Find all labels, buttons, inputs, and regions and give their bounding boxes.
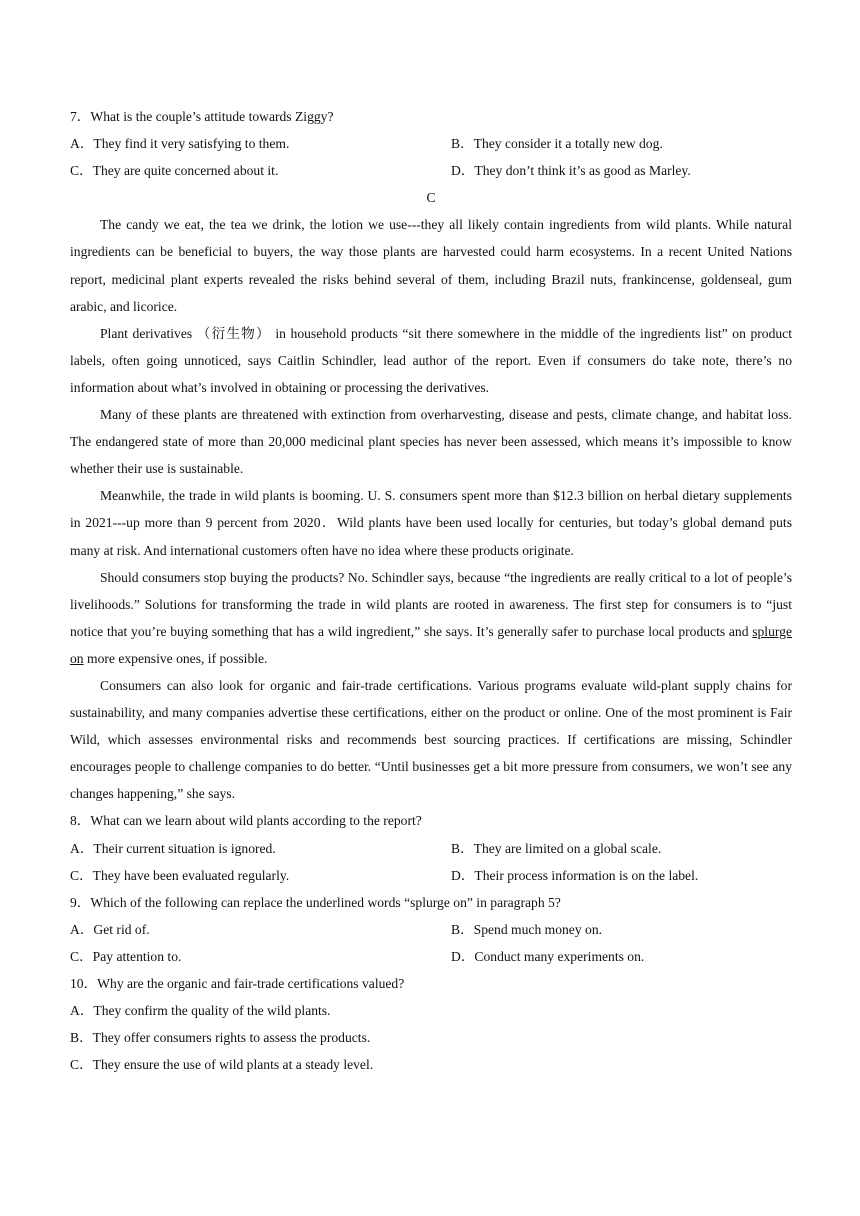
question-10-option-b: B．They offer consumers rights to assess the products. [70, 1030, 371, 1046]
question-7-option-a: A．They find it very satisfying to them. [70, 136, 290, 152]
question-7-option-d: D．They don’t think it’s as good as Marley. [451, 163, 691, 179]
question-9-stem: 9．Which of the following can replace the underlined words “splurge on” in paragraph 5? [70, 894, 561, 910]
question-7-option-c: C．They are quite concerned about it. [70, 163, 279, 179]
passage-paragraph-3: Many of these plants are threatened with extinction from overharvesting, disease and pests, climate change, and habitat loss. The endangered state of more than 20,000 medicinal plant species has never been assessed, which means it’s impossible to know whether their use is sustainable. [70, 407, 792, 477]
question-8-stem: 8．What can we learn about wild plants according to the report? [70, 813, 422, 829]
passage-paragraph-5 [70, 564, 792, 672]
question-9-option-b: B．Spend much money on. [451, 921, 603, 937]
section-letter: C [426, 190, 436, 206]
question-7-options-row-2 [70, 157, 792, 184]
question-7-option-b: B．They consider it a totally new dog. [451, 136, 663, 152]
page-content [70, 103, 792, 1078]
question-8-option-a: A．Their current situation is ignored. [70, 840, 276, 856]
passage-paragraph-6: Consumers can also look for organic and fair-trade certifications. Various programs evaluate wild-plant supply chains for sustainability, and many companies advertise these certifications, either on the product or online. One of the most prominent is Fair Wild, which assesses environmental risks and recommends best sourcing practices. If certifications are missing, Schindler encourages people to challenge companies to do better. “Until businesses get a bit more pressure from consumers, we won’t see any changes happening,” she says. [70, 677, 792, 802]
question-9-option-a: A．Get rid of. [70, 921, 150, 937]
question-8-options-row-1 [70, 835, 792, 862]
passage-paragraph-1: The candy we eat, the tea we drink, the lotion we use---they all likely contain ingredients from wild plants. While natural ingredients can be beneficial to buyers, the way those plants are harvested could harm ecosystems. In a recent United Nations report, medicinal plant experts revealed the risks behind several of them, including Brazil nuts, frankincense, goldenseal, gum arabic, and licorice. [70, 217, 792, 314]
passage-paragraph-2: Plant derivatives （衍生物） in household products “sit there somewhere in the middle of the ingredients list” on product labels, often going unnoticed, says Caitlin Schindler, lead author of the report. Even if consumers do take note, there’s no information about what’s involved in obtaining or processing the derivatives. [70, 325, 792, 395]
question-9-option-c: C．Pay attention to. [70, 948, 182, 964]
question-9-options-row-1 [70, 916, 792, 943]
underlined-phrase: splurge on [70, 623, 792, 666]
question-7-options-row-1 [70, 130, 792, 157]
question-8-option-d: D．Their process information is on the label. [451, 867, 699, 883]
question-8-option-b: B．They are limited on a global scale. [451, 840, 662, 856]
question-9-options-row-2 [70, 943, 792, 970]
passage-paragraph-4: Meanwhile, the trade in wild plants is booming. U. S. consumers spent more than $12.3 billion on herbal dietary supplements in 2021---up more than 9 percent from 2020．Wild plants have been used locally for centuries, but today’s global demand puts many at risk. And international customers often have no idea where these products originate. [70, 488, 792, 558]
question-8-options-row-2 [70, 862, 792, 889]
paragraph-5-text-after: more expensive ones, if possible. [83, 650, 268, 666]
question-8-option-c: C．They have been evaluated regularly. [70, 867, 290, 883]
question-10-stem: 10．Why are the organic and fair-trade certifications valued? [70, 976, 405, 991]
question-9-option-d: D．Conduct many experiments on. [451, 948, 645, 964]
question-7-stem: 7．What is the couple’s attitude towards Ziggy? [70, 109, 334, 124]
paragraph-5-text-before: Should consumers stop buying the products? No. Schindler says, because “the ingredients are really critical to a lot of people’s livelihoods.” Solutions for transforming the trade in wild plants are rooted in awareness. The first step for consumers is to “just notice that you’re buying something that has a wild ingredient,” she says. It’s generally safer to purchase local products and [70, 569, 792, 639]
question-10-option-a: A．They confirm the quality of the wild plants. [70, 1003, 331, 1019]
question-10-option-c: C．They ensure the use of wild plants at a steady level. [70, 1057, 374, 1073]
